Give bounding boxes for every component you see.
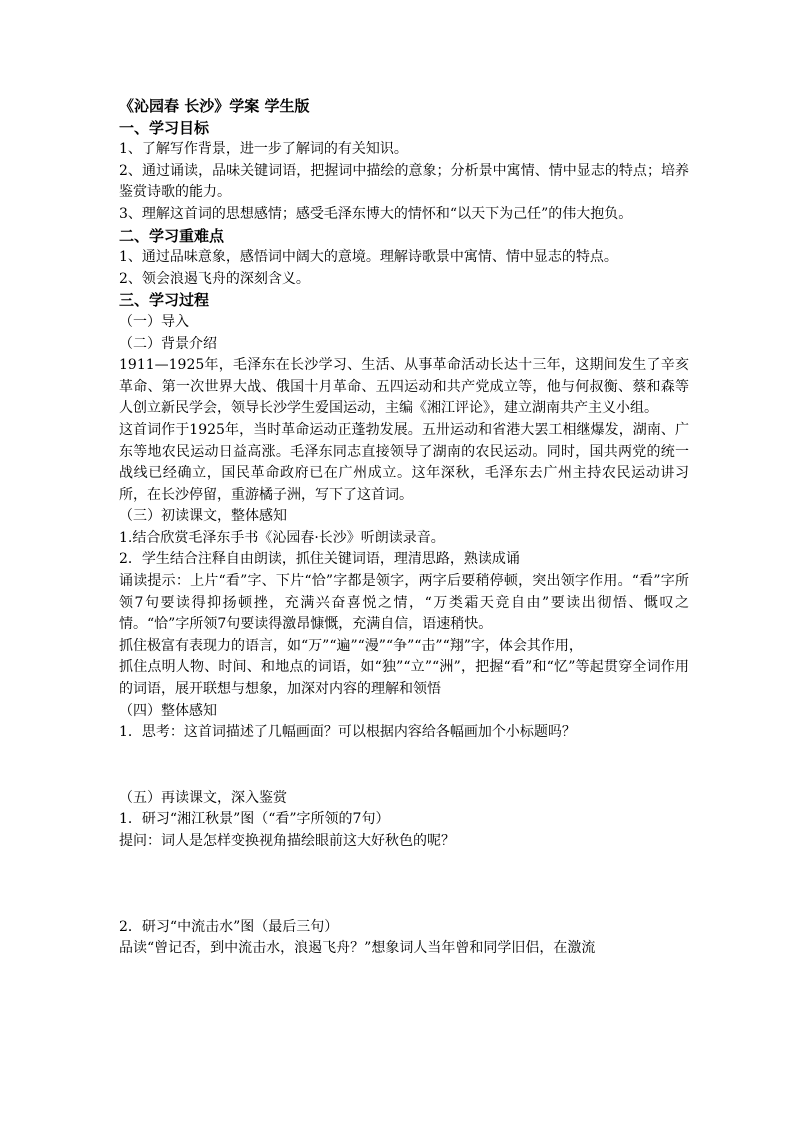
subsection-background: （二）背景介绍 [119, 335, 217, 352]
question-item: 品读“曾记否，到中流击水，浪遏飞舟？”想象词人当年曾和同学旧侣，在激流 [119, 940, 596, 957]
study-item: 1．研习“湘江秋景”图（“看”字所领的7句） [119, 811, 390, 828]
heading-learning-process: 三、学习过程 [119, 291, 210, 310]
heading-key-points: 二、学习重难点 [119, 226, 225, 245]
heading-learning-goals: 一、学习目标 [119, 118, 210, 137]
study-item: 2．研习“中流击水”图（最后三句） [119, 918, 339, 935]
background-paragraph: 1911—1925年，毛泽东在长沙学习、生活、从事革命活动长达十三年，这期间发生了辛亥革命、第一次世界大战、俄国十月革命、五四运动和共产党成立等，他与何叔衡、蔡和森等人创立新民学会，领导长沙学生爱国运动，主编《湘江评论》，建立湖南共产主义小组。 [119, 357, 689, 417]
key-point-item: 2、领会浪遏飞舟的深刻含义。 [119, 270, 310, 287]
document-page [119, 96, 689, 960]
goal-item: 2、通过诵读，品味关键词语，把握词中描绘的意象；分析景中寓情、情中显志的特点；培养鉴赏诗歌的能力。 [119, 162, 689, 201]
goal-item: 1、了解写作背景，进一步了解词的有关知识。 [119, 141, 408, 158]
key-point-item: 1、通过品味意象，感悟词中阔大的意境。理解诗歌景中寓情、情中显志的特点。 [119, 249, 618, 266]
question-item: 1．思考：这首词描述了几幅画面？可以根据内容给各幅画加个小标题吗？ [119, 724, 576, 741]
background-paragraph: 这首词作于1925年，当时革命运动正蓬勃发展。五卅运动和省港大罢工相继爆发，湖南、广东等地农民运动日益高涨。毛泽东同志直接领导了湖南的农民运动。同时，国共两党的统一战线已经确立，国民革命政府已在广州成立。这年深秋，毛泽东去广州主持农民运动讲习所，在长沙停留，重游橘子洲，写下了这首词。 [119, 421, 689, 503]
grasp-words-paragraph: 抓住点明人物、时间、和地点的词语，如“独”“立”“洲”，把握“看”和“忆”等起贯穿全词作用的词语，展开联想与想象，加深对内容的理解和领悟 [119, 659, 689, 698]
answer-space [119, 853, 689, 917]
reading-tip-paragraph: 诵读提示：上片“看”字、下片“恰”字都是领字，两字后要稍停顿，突出领字作用。“看”字所领7句要读得抑扬顿挫，充满兴奋喜悦之情，“万类霜天竞自由”要读出彻悟、慨叹之情。“恰”字所领7句要读得激昂慷慨，充满自信，语速稍快。 [119, 573, 689, 633]
answer-space [119, 744, 689, 788]
question-item: 提问：词人是怎样变换视角描绘眼前这大好秋色的呢？ [119, 833, 455, 849]
reading-step: 2．学生结合注释自由朗读，抓住关键词语，理清思路，熟读成诵 [119, 551, 520, 568]
subsection-overall-perception: （四）整体感知 [119, 702, 217, 719]
reading-step: 1.结合欣赏毛泽东手书《沁园春·长沙》听朗读录音。 [119, 529, 445, 546]
document-title: 《沁园春 长沙》学案 学生版 [119, 97, 310, 115]
goal-item: 3、理解这首词的思想感情；感受毛泽东博大的情怀和“以天下为己任”的伟大抱负。 [119, 205, 633, 222]
subsection-first-reading: （三）初读课文，整体感知 [119, 508, 287, 525]
subsection-deep-appreciation: （五）再读课文，深入鉴赏 [119, 789, 287, 806]
subsection-intro: （一）导入 [119, 313, 189, 330]
grasp-language-paragraph: 抓住极富有表现力的语言，如“万”“遍”“漫”“争”“击”“翔”字，体会其作用， [119, 637, 583, 654]
